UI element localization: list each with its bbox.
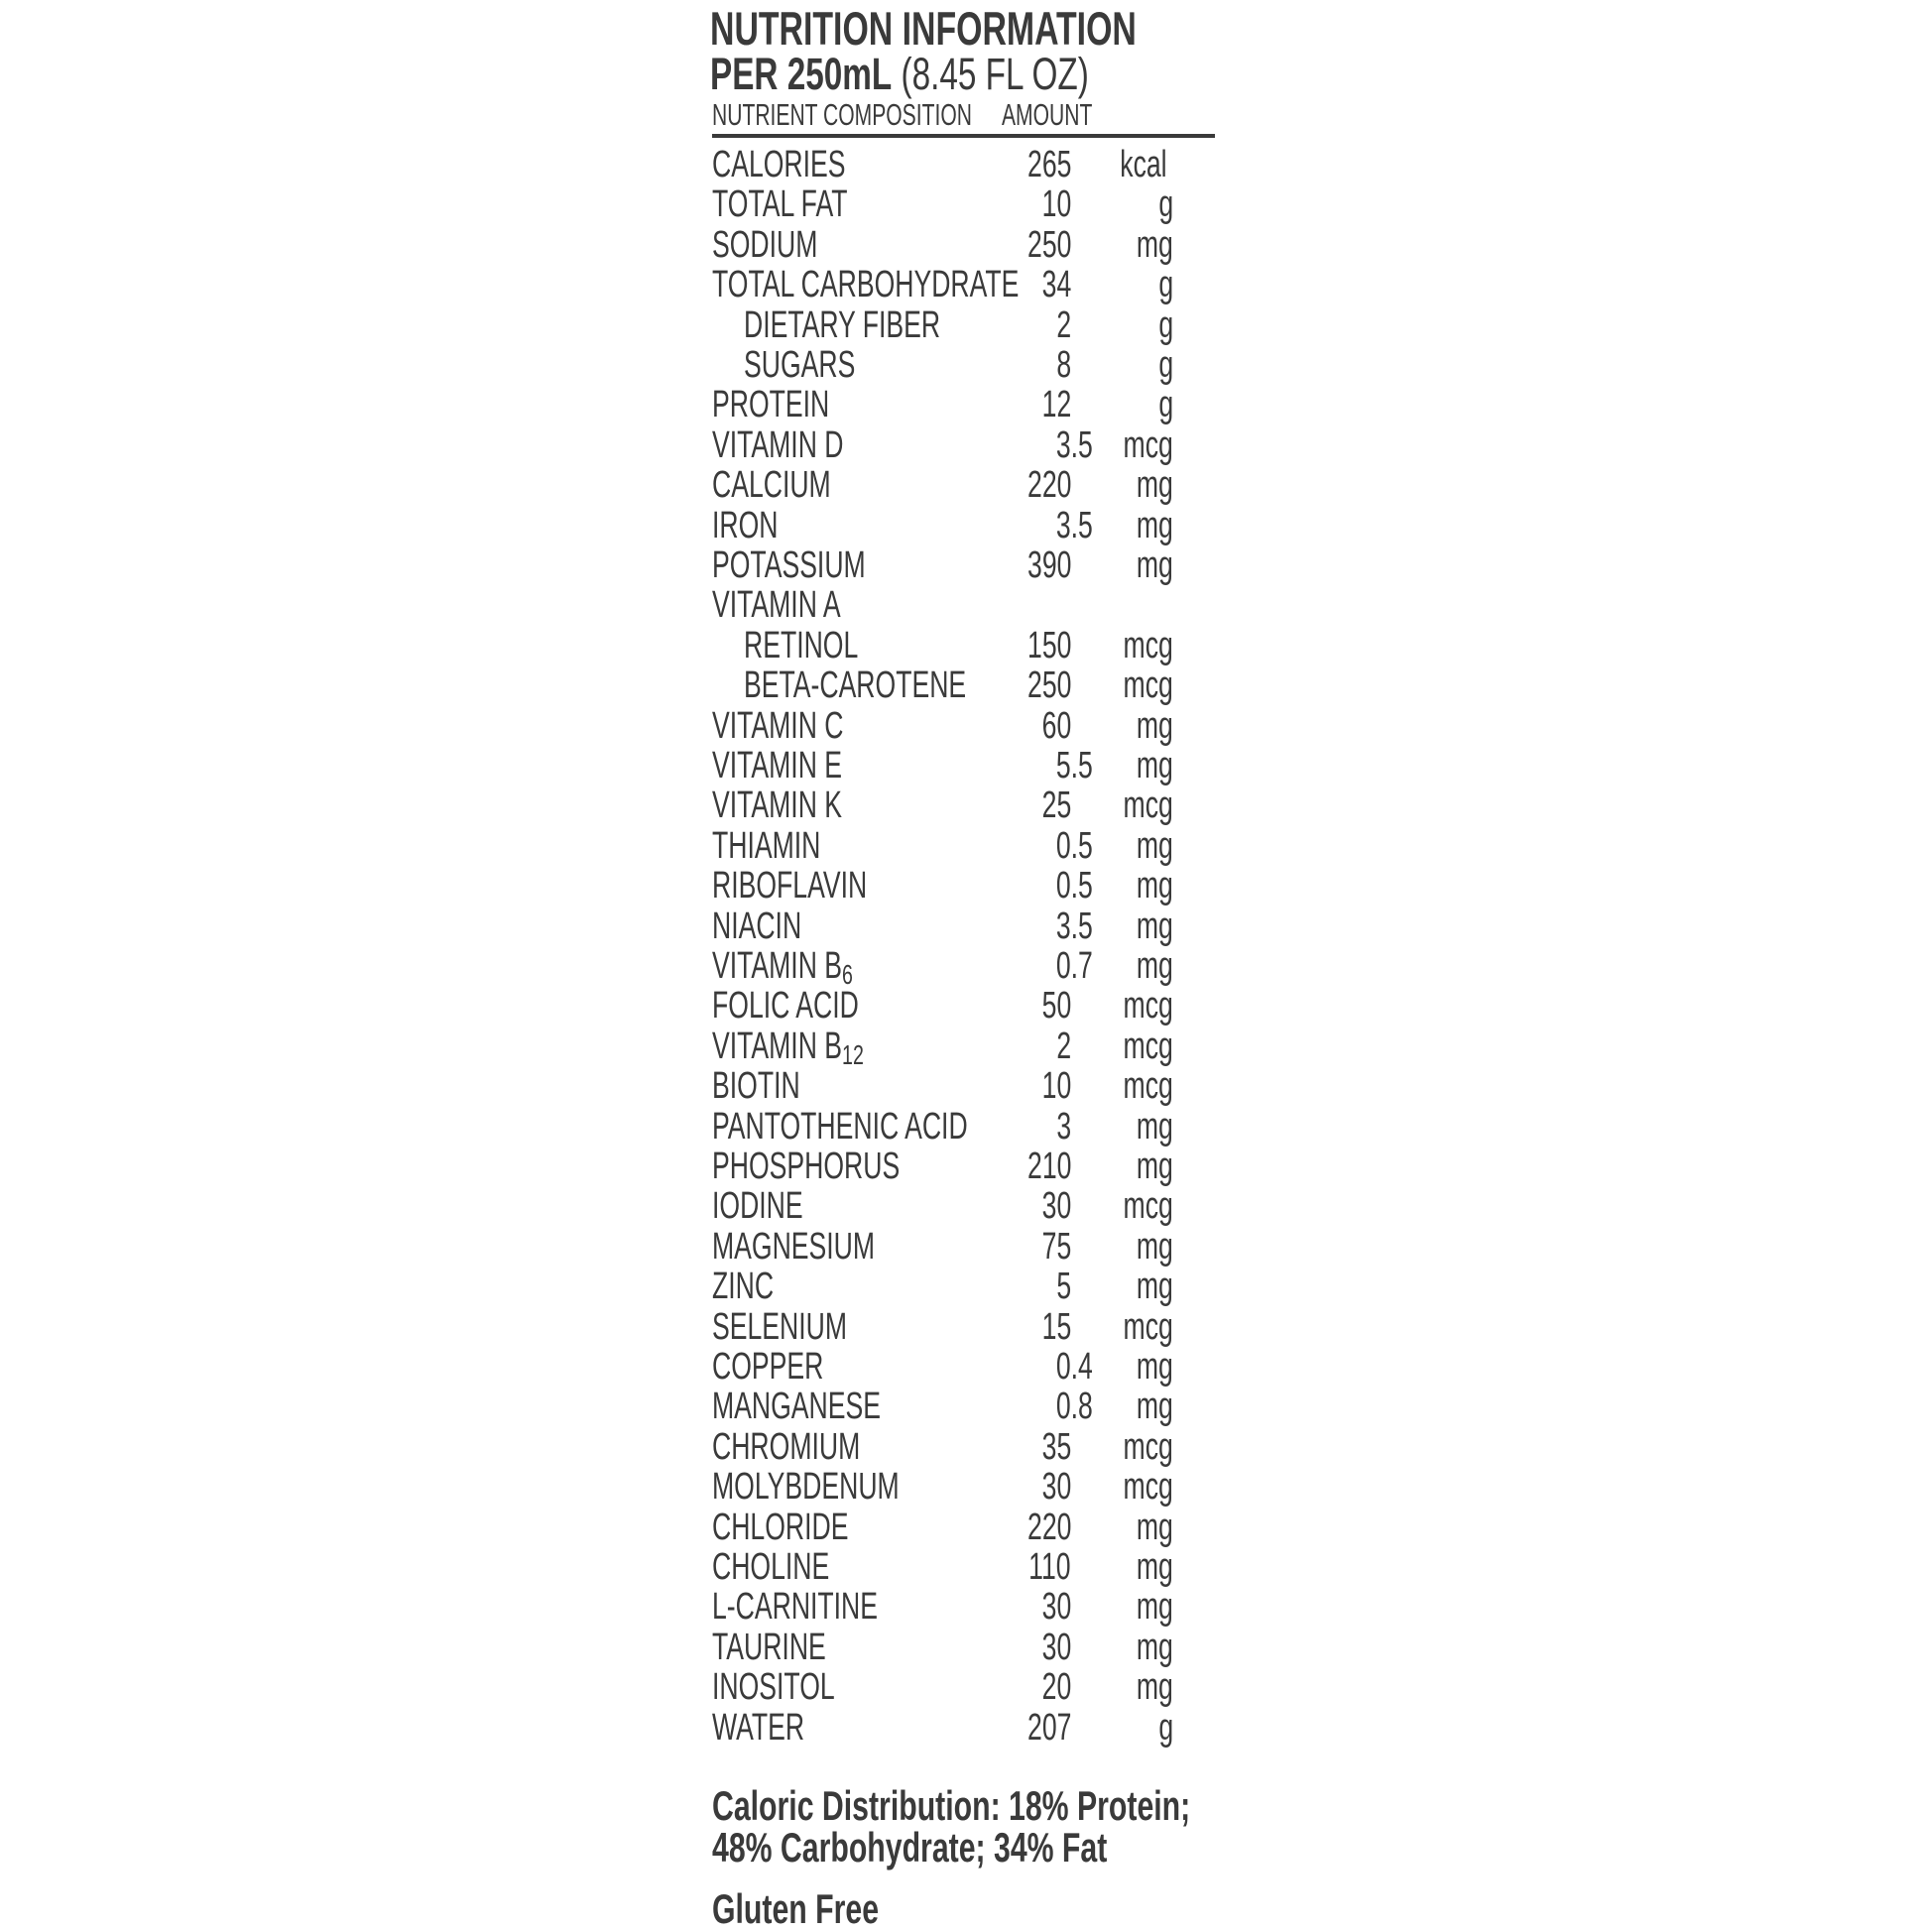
- nutrient-amount: 3.5: [1056, 504, 1093, 546]
- nutrient-unit: mcg: [1123, 1185, 1173, 1228]
- nutrient-row: [0, 746, 1930, 785]
- nutrient-name: [712, 1147, 900, 1186]
- nutrient-unit: mg: [1137, 1666, 1173, 1709]
- nutrient-row: [0, 1147, 1930, 1186]
- nutrient-unit: mcg: [1123, 1025, 1173, 1067]
- nutrient-name-text: VITAMIN B: [712, 945, 843, 987]
- nutrient-amount: 220: [1026, 464, 1071, 507]
- nutrient-amount: 10: [1041, 183, 1071, 226]
- serving-size: [710, 50, 1089, 99]
- nutrient-amount: 0.5: [1056, 865, 1093, 907]
- column-header-amount: AMOUNT: [1002, 97, 1093, 132]
- nutrient-amount: 150: [1026, 624, 1071, 666]
- nutrient-unit: mcg: [1123, 624, 1173, 666]
- nutrient-row: [0, 1227, 1930, 1267]
- nutrient-row: [0, 1267, 1930, 1306]
- nutrient-name-text: MANGANESE: [712, 1386, 881, 1428]
- nutrient-amount: 390: [1026, 544, 1071, 586]
- nutrient-amount: 20: [1041, 1666, 1071, 1709]
- nutrient-unit: mg: [1137, 1146, 1173, 1187]
- nutrient-amount: 0.8: [1056, 1386, 1093, 1428]
- nutrient-name-text: L-CARNITINE: [712, 1586, 879, 1629]
- nutrient-name: [712, 1708, 804, 1748]
- nutrient-unit: mcg: [1123, 985, 1173, 1027]
- nutrient-name-text: CHROMIUM: [712, 1425, 861, 1468]
- nutrient-name-text: CALCIUM: [712, 464, 831, 507]
- nutrient-name-text: WATER: [712, 1706, 805, 1749]
- nutrient-name-text: PHOSPHORUS: [712, 1146, 901, 1187]
- nutrient-unit: mg: [1137, 464, 1173, 507]
- nutrient-name-text: RIBOFLAVIN: [712, 865, 868, 907]
- nutrient-unit: g: [1158, 303, 1173, 346]
- nutrient-name-text: VITAMIN D: [712, 423, 844, 466]
- nutrient-row: [0, 626, 1930, 665]
- nutrient-amount: 5: [1056, 1266, 1071, 1308]
- nutrient-name-text: THIAMIN: [712, 824, 821, 867]
- nutrient-amount: 30: [1041, 1586, 1071, 1629]
- nutrient-row: [0, 265, 1930, 304]
- nutrient-name-text: TOTAL FAT: [712, 183, 848, 226]
- nutrient-name: [712, 1667, 835, 1707]
- nutrient-unit: mg: [1137, 945, 1173, 987]
- nutrient-unit: mcg: [1123, 1305, 1173, 1348]
- nutrient-amount: 207: [1026, 1706, 1071, 1749]
- nutrient-unit: mcg: [1123, 785, 1173, 827]
- nutrient-name: [744, 305, 940, 345]
- nutrient-row: [0, 1708, 1930, 1748]
- nutrient-row: [0, 465, 1930, 505]
- nutrient-name: [712, 1227, 875, 1267]
- nutrient-subscript: 6: [842, 959, 853, 990]
- nutrient-amount: 5.5: [1056, 745, 1093, 786]
- nutrient-unit: mg: [1137, 1266, 1173, 1308]
- nutrient-name-text: VITAMIN B: [712, 1025, 843, 1067]
- nutrient-row: [0, 1387, 1930, 1426]
- nutrient-name: [712, 145, 846, 184]
- nutrient-amount: 0.7: [1056, 945, 1093, 987]
- nutrient-row: [0, 345, 1930, 385]
- nutrient-name-text: SELENIUM: [712, 1305, 847, 1348]
- nutrient-amount: 50: [1041, 985, 1071, 1027]
- nutrient-amount: 34: [1041, 264, 1071, 306]
- nutrient-name-text: VITAMIN C: [712, 704, 844, 747]
- nutrient-name-text: POTASSIUM: [712, 544, 866, 586]
- nutrient-unit: kcal: [1120, 144, 1167, 185]
- nutrient-name: [712, 746, 842, 785]
- nutrient-row: [0, 665, 1930, 705]
- nutrient-unit: mcg: [1123, 1466, 1173, 1509]
- nutrient-row: [0, 1587, 1930, 1627]
- nutrient-unit: mcg: [1123, 423, 1173, 466]
- nutrient-name-text: SODIUM: [712, 223, 818, 266]
- nutrient-row: [0, 826, 1930, 866]
- nutrient-amount: 30: [1041, 1185, 1071, 1228]
- nutrient-amount: 210: [1026, 1146, 1071, 1187]
- nutrient-name: [712, 1307, 847, 1347]
- nutrient-name: [712, 1508, 848, 1547]
- nutrient-unit: mg: [1137, 704, 1173, 747]
- nutrient-unit: mg: [1137, 1626, 1173, 1668]
- nutrient-unit: mg: [1137, 1225, 1173, 1268]
- nutrient-unit: g: [1158, 384, 1173, 426]
- nutrient-unit: mg: [1137, 1105, 1173, 1147]
- nutrient-name: [712, 785, 842, 825]
- nutrient-name: [712, 866, 867, 906]
- nutrient-amount: 60: [1041, 704, 1071, 747]
- nutrient-name-text: CHLORIDE: [712, 1506, 849, 1548]
- nutrient-amount: 30: [1041, 1466, 1071, 1509]
- nutrient-name: [712, 1628, 826, 1667]
- nutrient-name: [712, 1427, 860, 1467]
- nutrient-unit: mg: [1137, 544, 1173, 586]
- nutrient-row: [0, 1025, 1930, 1070]
- nutrient-unit: mg: [1137, 865, 1173, 907]
- nutrient-unit: mg: [1137, 1346, 1173, 1388]
- nutrient-row: [0, 1467, 1930, 1507]
- nutrient-name: [712, 1587, 878, 1627]
- nutrient-amount: 2: [1056, 1025, 1071, 1067]
- nutrient-unit: mg: [1137, 1386, 1173, 1428]
- nutrient-name-text: PROTEIN: [712, 384, 830, 426]
- nutrient-unit: mg: [1137, 1586, 1173, 1629]
- nutrient-name: [712, 225, 817, 265]
- nutrient-row: [0, 986, 1930, 1026]
- nutrient-row: [0, 706, 1930, 746]
- nutrient-amount: 250: [1026, 223, 1071, 266]
- nutrient-row: [0, 506, 1930, 545]
- nutrient-unit: g: [1158, 1706, 1173, 1749]
- nutrient-name-text: RETINOL: [744, 624, 859, 666]
- nutrient-name: [712, 1347, 823, 1387]
- nutrient-amount: 220: [1026, 1506, 1071, 1548]
- nutrient-amount: 25: [1041, 785, 1071, 827]
- nutrient-unit: g: [1158, 264, 1173, 306]
- nutrient-name: [712, 706, 844, 746]
- nutrient-name: [712, 585, 841, 625]
- nutrient-name: [744, 626, 858, 665]
- nutrient-amount: 3.5: [1056, 905, 1093, 947]
- nutrient-unit: mg: [1137, 1546, 1173, 1588]
- nutrient-unit: mg: [1137, 745, 1173, 786]
- nutrient-amount: 250: [1026, 664, 1071, 707]
- nutrient-amount: 0.5: [1056, 824, 1093, 867]
- nutrient-name-text: VITAMIN K: [712, 785, 843, 827]
- nutrient-name-text: INOSITOL: [712, 1666, 835, 1709]
- nutrient-row: [0, 1066, 1930, 1106]
- nutrient-name-text: DIETARY FIBER: [744, 303, 941, 346]
- caloric-distribution-line1: Caloric Distribution: 18% Protein;: [712, 1782, 1191, 1829]
- nutrient-unit: g: [1158, 344, 1173, 386]
- nutrient-name: [712, 1066, 800, 1106]
- nutrient-row: [0, 785, 1930, 825]
- nutrient-amount: 2: [1056, 303, 1071, 346]
- nutrient-amount: 3: [1056, 1105, 1071, 1147]
- nutrient-unit: mg: [1137, 824, 1173, 867]
- nutrient-name: [744, 665, 966, 705]
- nutrient-amount: 15: [1041, 1305, 1071, 1348]
- nutrient-row: [0, 1427, 1930, 1467]
- nutrient-name-text: VITAMIN A: [712, 584, 841, 627]
- nutrient-unit: mcg: [1123, 1425, 1173, 1468]
- nutrient-name: [712, 385, 829, 424]
- nutrient-name-text: TOTAL CARBOHYDRATE: [712, 264, 1020, 306]
- caloric-distribution-line2: 48% Carbohydrate; 34% Fat: [712, 1824, 1108, 1871]
- nutrient-row: [0, 1547, 1930, 1587]
- nutrient-name: [712, 1387, 881, 1426]
- nutrient-row: [0, 1508, 1930, 1547]
- nutrient-name: [712, 425, 844, 465]
- nutrient-name-text: CHOLINE: [712, 1546, 830, 1588]
- nutrient-name-text: CALORIES: [712, 144, 846, 185]
- nutrient-unit: g: [1158, 183, 1173, 226]
- gluten-free-note: Gluten Free: [712, 1885, 880, 1932]
- nutrient-name-text: COPPER: [712, 1346, 824, 1388]
- nutrient-name: [712, 1267, 774, 1306]
- nutrient-amount: 10: [1041, 1065, 1071, 1108]
- label-title: NUTRITION INFORMATION: [710, 2, 1137, 55]
- nutrient-name-text: IODINE: [712, 1185, 803, 1228]
- nutrient-name-text: NIACIN: [712, 905, 802, 947]
- nutrient-amount: 8: [1056, 344, 1071, 386]
- nutrient-name: [712, 1107, 968, 1147]
- nutrient-amount: 12: [1041, 384, 1071, 426]
- nutrient-name-text: SUGARS: [744, 344, 856, 386]
- nutrient-row: [0, 1347, 1930, 1387]
- nutrient-name-text: IRON: [712, 504, 779, 546]
- nutrient-row: [0, 1307, 1930, 1347]
- nutrient-name: [712, 1467, 900, 1507]
- nutrient-amount: 35: [1041, 1425, 1071, 1468]
- nutrient-name-text: BETA-CAROTENE: [744, 664, 967, 707]
- nutrient-unit: mcg: [1123, 1065, 1173, 1108]
- serving-size-bold: PER 250mL: [710, 49, 893, 99]
- nutrient-name-text: TAURINE: [712, 1626, 826, 1668]
- nutrient-subscript: 12: [842, 1038, 864, 1070]
- nutrient-name: [712, 1547, 829, 1587]
- nutrient-unit: mg: [1137, 905, 1173, 947]
- nutrient-name-text: MOLYBDENUM: [712, 1466, 900, 1509]
- nutrient-name: [712, 986, 859, 1026]
- header-rule: [712, 134, 1215, 138]
- nutrient-name-text: BIOTIN: [712, 1065, 800, 1108]
- nutrient-name: [712, 545, 866, 585]
- nutrient-name-text: FOLIC ACID: [712, 985, 859, 1027]
- nutrient-row: [0, 425, 1930, 465]
- nutrient-name: [712, 906, 801, 946]
- nutrient-row: [0, 545, 1930, 585]
- nutrient-name-text: MAGNESIUM: [712, 1225, 876, 1268]
- nutrient-unit: mg: [1137, 223, 1173, 266]
- nutrient-row: [0, 945, 1930, 990]
- nutrient-name: [744, 345, 855, 385]
- nutrient-unit: mcg: [1123, 664, 1173, 707]
- serving-size-oz: (8.45 FL OZ): [901, 49, 1089, 99]
- nutrient-row: [0, 225, 1930, 265]
- nutrient-unit: mg: [1137, 1506, 1173, 1548]
- nutrient-name: [712, 265, 1019, 304]
- nutrient-row: [0, 305, 1930, 345]
- nutrient-row: [0, 585, 1930, 625]
- nutrient-amount: 30: [1041, 1626, 1071, 1668]
- nutrient-row: [0, 1107, 1930, 1147]
- nutrient-row: [0, 184, 1930, 224]
- nutrient-row: [0, 1186, 1930, 1226]
- nutrient-row: [0, 385, 1930, 424]
- nutrient-row: [0, 145, 1930, 184]
- nutrient-name-text: ZINC: [712, 1266, 775, 1308]
- nutrient-name: [712, 465, 831, 505]
- nutrient-name: [712, 1186, 803, 1226]
- nutrient-amount: 75: [1041, 1225, 1071, 1268]
- nutrient-name: [712, 826, 820, 866]
- nutrient-amount: 0.4: [1056, 1346, 1093, 1388]
- nutrient-row: [0, 906, 1930, 946]
- nutrient-name: [712, 506, 779, 545]
- nutrient-name: [712, 184, 847, 224]
- nutrient-amount: 110: [1028, 1546, 1071, 1588]
- nutrient-row: [0, 1628, 1930, 1667]
- column-header-nutrient: NUTRIENT COMPOSITION: [712, 97, 972, 132]
- nutrient-amount: 3.5: [1056, 423, 1093, 466]
- nutrient-unit: mg: [1137, 504, 1173, 546]
- nutrient-row: [0, 866, 1930, 906]
- nutrient-row: [0, 1667, 1930, 1707]
- nutrient-name-text: VITAMIN E: [712, 745, 843, 786]
- nutrient-amount: 265: [1026, 144, 1071, 185]
- nutrient-name-text: PANTOTHENIC ACID: [712, 1105, 968, 1147]
